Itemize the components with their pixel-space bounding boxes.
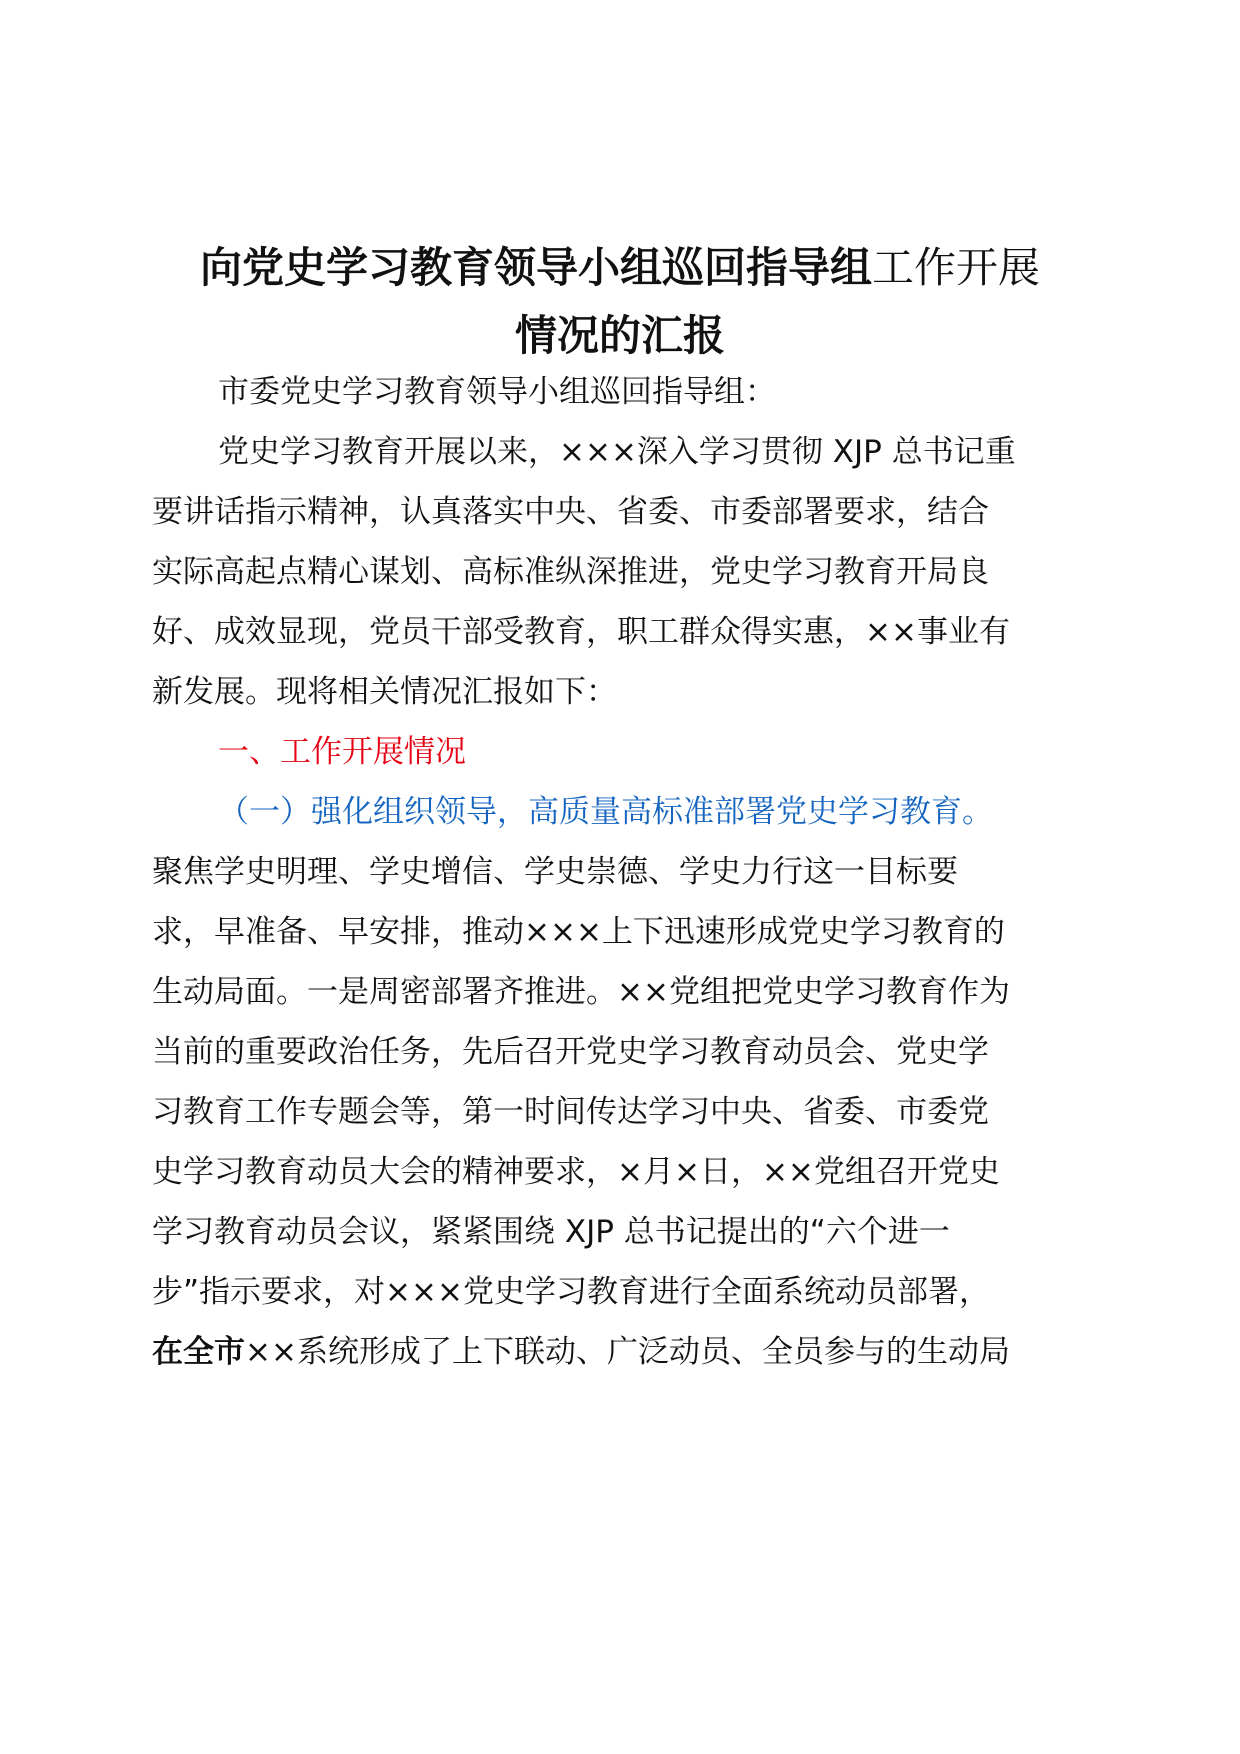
body-line-4: 当前的重要政治任务，先后召开党史学习教育动员会、党史学 — [152, 1034, 989, 1070]
body-line-9-bold: 在全市 — [152, 1334, 245, 1370]
body-line-2: 求，早准备、早安排，推动×××上下迅速形成党史学习教育的 — [152, 914, 1005, 950]
subsection-heading-1: （一）强化组织领导，高质量高标准部署党史学习教育。 — [218, 794, 993, 830]
body-line-6: 史学习教育动员大会的精神要求，×月×日，××党组召开党史 — [152, 1154, 1000, 1190]
title-bold-part: 向党史学习教育领导小组巡回指导组 — [199, 243, 872, 292]
body-line-3: 生动局面。一是周密部署齐推进。××党组把党史学习教育作为 — [152, 974, 1010, 1010]
intro-line-2: 要讲话指示精神，认真落实中央、省委、市委部署要求，结合 — [152, 494, 989, 530]
body-line-9 — [152, 1330, 1092, 1374]
intro-line-5: 新发展。现将相关情况汇报如下： — [152, 674, 617, 710]
title-normal-part: 工作开展 — [872, 243, 1041, 292]
intro-line-1: 党史学习教育开展以来，×××深入学习贯彻 XJP 总书记重 — [218, 434, 1016, 470]
body-line-1: 聚焦学史明理、学史增信、学史崇德、学史力行这一目标要 — [152, 854, 958, 890]
intro-line-3: 实际高起点精心谋划、高标准纵深推进，党史学习教育开局良 — [152, 554, 989, 590]
section-heading-1: 一、工作开展情况 — [218, 734, 466, 770]
body-line-8: 步”指示要求，对×××党史学习教育进行全面系统动员部署， — [152, 1274, 990, 1310]
body-line-9-rest: ××系统形成了上下联动、广泛动员、全员参与的生动局 — [245, 1334, 1010, 1370]
salutation: 市委党史学习教育领导小组巡回指导组： — [218, 374, 776, 410]
document-title-line-2: 情况的汇报 — [514, 311, 725, 360]
body-line-5: 习教育工作专题会等，第一时间传达学习中央、省委、市委党 — [152, 1094, 989, 1130]
intro-line-4: 好、成效显现，党员干部受教育，职工群众得实惠，××事业有 — [152, 614, 1010, 650]
document-title-line-1 — [150, 236, 1090, 300]
body-line-7: 学习教育动员会议，紧紧围绕 XJP 总书记提出的“六个进一 — [152, 1214, 950, 1250]
